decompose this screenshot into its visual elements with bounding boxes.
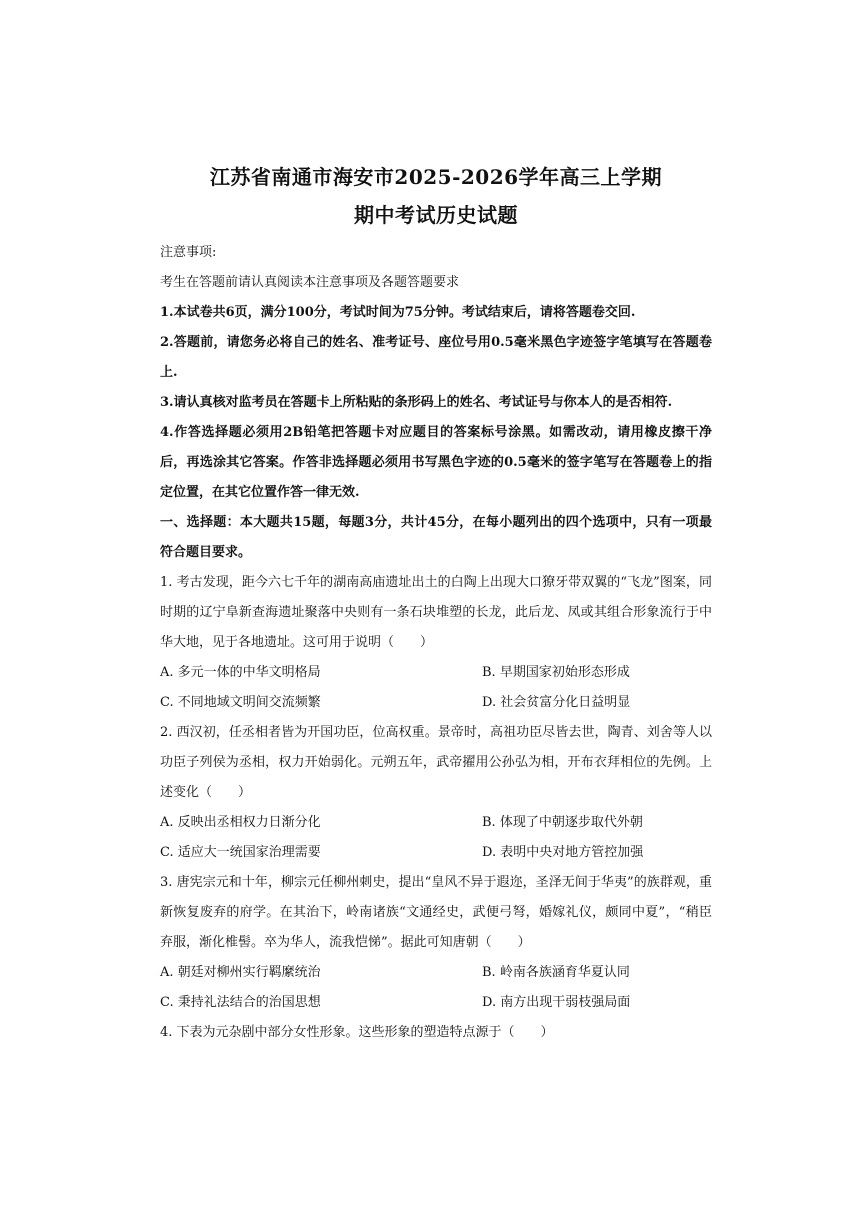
note-4: 4.作答选择题必须用2B铅笔把答题卡对应题目的答案标号涂黑。如需改动，请用橡皮擦干净后，再选涂其它答案。作答非选择题必须用书写黑色字迹的0.5毫米的签字笔写在答题卷上的指定位置，在其它位置作答一律无效. <box>160 425 712 500</box>
doc-title-line1: 江苏省南通市海安市2025-2026学年高三上学期 <box>209 165 663 189</box>
option-d: D. 南方出现干弱枝强局面 <box>482 995 631 1010</box>
note-2: 2.答题前，请您务必将自己的姓名、准考证号、座位号用0.5毫米黑色字迹签字笔填写在答题卷上. <box>160 335 712 380</box>
doc-title-line2: 期中考试历史试题 <box>354 203 518 227</box>
option-row <box>160 658 712 688</box>
option-c: C. 不同地域文明间交流频繁 <box>160 695 321 710</box>
question-4 <box>160 1018 712 1048</box>
note-1: 1.本试卷共6页，满分100分，考试时间为75分钟。考试结束后，请将答题卷交回. <box>160 305 636 320</box>
option-a: A. 反映出丞相权力日渐分化 <box>160 815 321 830</box>
question-stem: 4. 下表为元杂剧中部分女性形象。这些形象的塑造特点源于（ ） <box>160 1025 554 1040</box>
question-stem: 2. 西汉初，任丞相者皆为开国功臣，位高权重。景帝时，高祖功臣尽皆去世，陶青、刘舍等人以功臣子列侯为丞相，权力开始弱化。元朔五年，武帝擢用公孙弘为相，开布衣拜相位的先例。上述变化（ ） <box>160 725 712 800</box>
option-c: C. 秉持礼法结合的治国思想 <box>160 995 321 1010</box>
option-d: D. 社会贫富分化日益明显 <box>482 695 631 710</box>
option-b: B. 体现了中朝逐步取代外朝 <box>482 815 643 830</box>
option-a: A. 朝廷对柳州实行羁縻统治 <box>160 965 321 980</box>
option-row <box>160 838 712 868</box>
notice-intro: 考生在答题前请认真阅读本注意事项及各题答题要求 <box>160 275 460 290</box>
question-1 <box>160 568 712 718</box>
option-b: B. 岭南各族涵育华夏认同 <box>482 965 630 980</box>
option-row <box>160 958 712 988</box>
notice-heading: 注意事项: <box>160 245 217 260</box>
option-c: C. 适应大一统国家治理需要 <box>160 845 321 860</box>
option-b: B. 早期国家初始形态形成 <box>482 665 630 680</box>
option-row <box>160 688 712 718</box>
exam-page <box>160 158 712 1048</box>
option-row <box>160 808 712 838</box>
question-stem: 3. 唐宪宗元和十年，柳宗元任柳州刺史，提出“皇风不异于遐迩，圣泽无间于华夷”的族群观，重新恢复废弃的府学。在其治下，岭南诸族“文通经史，武便弓弩，婚嫁礼仪，颇同中夏”，“稍臣弃服，渐化椎髻。卒为华人，流我恺悌”。据此可知唐朝（ ） <box>160 875 712 950</box>
note-3: 3.请认真核对监考员在答题卡上所粘贴的条形码上的姓名、考试证号与你本人的是否相符. <box>160 395 673 410</box>
question-2 <box>160 718 712 868</box>
question-3 <box>160 868 712 1018</box>
option-a: A. 多元一体的中华文明格局 <box>160 665 321 680</box>
option-row <box>160 988 712 1018</box>
section-heading: 一、选择题：本大题共15题，每题3分，共计45分，在每小题列出的四个选项中，只有一项最符合题目要求。 <box>160 515 712 560</box>
option-d: D. 表明中央对地方管控加强 <box>482 845 644 860</box>
question-stem: 1. 考古发现，距今六七千年的湖南高庙遗址出土的白陶上出现大口獠牙带双翼的“飞龙”图案，同时期的辽宁阜新查海遗址聚落中央则有一条石块堆塑的长龙，此后龙、凤或其组合形象流行于中华大地，见于各地遗址。这可用于说明（ ） <box>160 575 712 650</box>
